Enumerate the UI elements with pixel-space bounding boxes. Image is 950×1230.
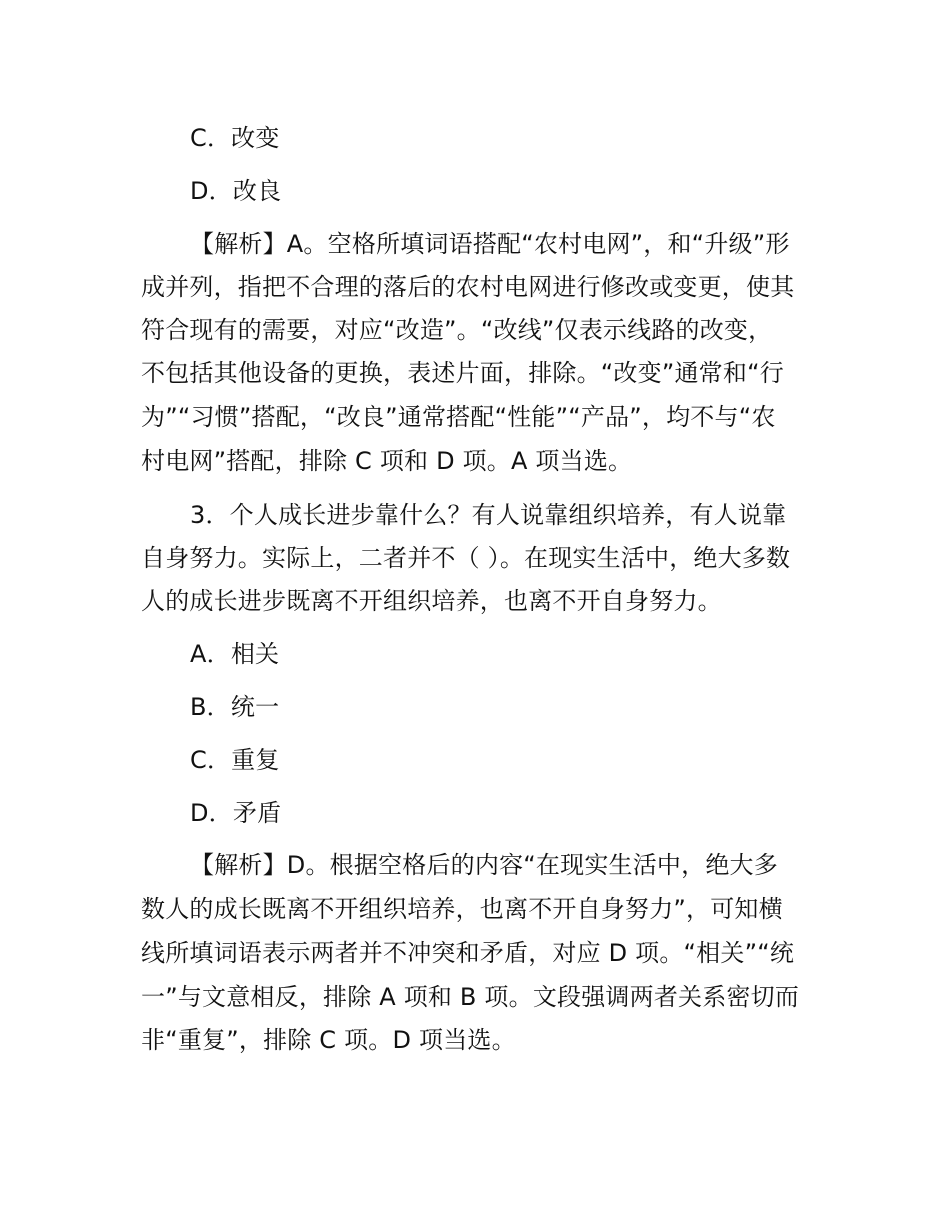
analysis-line: 符合现有的需要，对应“改造”。“改线”仅表示线路的改变， bbox=[141, 316, 773, 344]
analysis-line: 成并列，指把不合理的落后的农村电网进行修改或变更，使其 bbox=[141, 273, 795, 301]
analysis-line: 数人的成长既离不开组织培养，也离不开自身努力”，可知横 bbox=[141, 895, 783, 923]
analysis-line: 【解析】D。根据空格后的内容“在现实生活中，绝大多 bbox=[190, 851, 778, 879]
option-b: B．统一 bbox=[190, 693, 280, 721]
option-c: C．改变 bbox=[190, 124, 280, 152]
analysis-line: 非“重复”，排除 C 项。D 项当选。 bbox=[141, 1026, 516, 1054]
question-stem-line: 自身努力。实际上，二者并不（ ）。在现实生活中，绝大多数 bbox=[141, 544, 791, 572]
analysis-line: 村电网”搭配，排除 C 项和 D 项。A 项当选。 bbox=[141, 447, 633, 475]
option-a: A．相关 bbox=[190, 640, 280, 668]
option-d: D．矛盾 bbox=[190, 799, 282, 827]
analysis-line: 为”“习惯”搭配，“改良”通常搭配“性能”“产品”，均不与“农 bbox=[141, 403, 776, 431]
option-d: D．改良 bbox=[190, 177, 282, 205]
option-c: C．重复 bbox=[190, 746, 280, 774]
analysis-line: 线所填词语表示两者并不冲突和矛盾，对应 D 项。“相关”“统 bbox=[141, 939, 795, 967]
analysis-line: 【解析】A。空格所填词语搭配“农村电网”，和“升级”形 bbox=[190, 230, 790, 258]
question-stem-line: 3．个人成长进步靠什么？有人说靠组织培养，有人说靠 bbox=[190, 501, 787, 529]
question-stem-line: 人的成长进步既离不开组织培养，也离不开自身努力。 bbox=[141, 587, 722, 615]
analysis-line: 一”与文意相反，排除 A 项和 B 项。文段强调两者关系密切而 bbox=[141, 983, 800, 1011]
analysis-line: 不包括其他设备的更换，表述片面，排除。“改变”通常和“行 bbox=[141, 359, 784, 387]
